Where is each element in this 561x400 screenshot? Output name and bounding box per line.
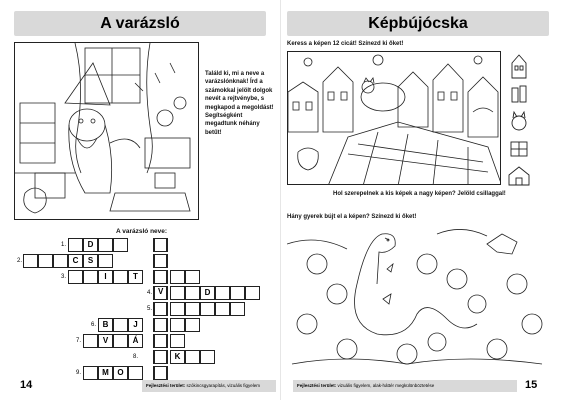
crossword-cell[interactable]	[185, 270, 200, 284]
crossword-cell[interactable]	[68, 238, 83, 252]
cat-instruction: Keress a képen 12 cicát! Színezd ki őket!	[287, 41, 404, 47]
crossword-cell[interactable]	[98, 254, 113, 268]
crossword-letter-v: V	[158, 287, 164, 296]
small-pictures-column	[506, 53, 548, 192]
crossword-cell[interactable]	[113, 334, 128, 348]
row-number: 6.	[90, 322, 96, 328]
left-page-title: A varázsló	[14, 11, 266, 36]
left-page	[0, 0, 280, 400]
solution-cell[interactable]	[153, 350, 168, 364]
crossword-cell[interactable]	[83, 270, 98, 284]
crossword-cell[interactable]	[200, 350, 215, 364]
crossword-cell[interactable]	[185, 302, 200, 316]
crossword-cell[interactable]: D	[200, 286, 215, 300]
crossword-cell[interactable]: C	[68, 254, 83, 268]
footer-text: vizuális figyelem, alak-háttér megkülönböztetése	[337, 383, 435, 388]
crossword-cell[interactable]: Á	[128, 334, 143, 348]
crossword-cell[interactable]: S	[83, 254, 98, 268]
chimney-icon	[506, 84, 532, 104]
crossword-cell[interactable]	[68, 270, 83, 284]
footer-bar	[293, 380, 517, 392]
crossword-cell[interactable]: T	[128, 270, 143, 284]
crossword-cell[interactable]: V	[98, 334, 113, 348]
crossword-cell[interactable]	[170, 334, 185, 348]
solution-cell[interactable]	[153, 238, 168, 252]
crossword-cell[interactable]	[128, 366, 143, 380]
solution-cell[interactable]	[153, 270, 168, 284]
row-number: 4.	[146, 290, 152, 296]
row-number: 7.	[75, 338, 81, 344]
crossword-cell[interactable]	[170, 318, 185, 332]
right-page-title: Képbújócska	[287, 11, 549, 36]
wizard-drawing	[15, 43, 199, 220]
crossword-cell[interactable]	[230, 286, 245, 300]
row-number: 9.	[75, 370, 81, 376]
row-number: 1.	[60, 242, 66, 248]
children-instruction: Hány gyerek bújt el a képen? Színezd ki őket!	[287, 214, 417, 220]
crossword-cell[interactable]	[185, 318, 200, 332]
town-illustration	[287, 51, 501, 185]
crossword-cell[interactable]	[200, 302, 215, 316]
crossword-cell[interactable]	[113, 238, 128, 252]
footer-text: szókincsgyarapítás, vizuális figyelem	[186, 383, 261, 388]
crossword-cell[interactable]	[23, 254, 38, 268]
small-pictures-instruction: Hol szerepelnek a kis képek a nagy képen? Jelöld csillaggal!	[333, 191, 506, 197]
footer-label: Fejlesztési terület:	[146, 383, 187, 388]
page-number: 14	[20, 379, 33, 391]
solution-cell[interactable]	[153, 318, 168, 332]
window-icon	[506, 138, 532, 160]
crossword-cell[interactable]: I	[98, 270, 113, 284]
solution-cell[interactable]	[153, 366, 168, 380]
row-number: 3.	[60, 274, 66, 280]
crossword-cell[interactable]	[230, 302, 245, 316]
crossword-cell[interactable]: O	[113, 366, 128, 380]
crossword-cell[interactable]: D	[83, 238, 98, 252]
crossword-cell[interactable]	[83, 334, 98, 348]
solution-cell[interactable]	[153, 254, 168, 268]
page-number: 15	[525, 379, 538, 391]
crossword-cell[interactable]	[170, 302, 185, 316]
crossword-cell[interactable]	[215, 286, 230, 300]
crossword-cell[interactable]	[170, 286, 185, 300]
crossword-cell[interactable]: J	[128, 318, 143, 332]
crossword-label: A varázsló neve:	[116, 228, 168, 235]
dinosaur-drawing	[287, 224, 549, 370]
wizard-instruction: Találd ki, mi a neve a varázslónknak! Írd a számokkal jelölt dolgok nevét a rejtvénybe, s megkapod a megoldást! Segítségként megadtunk néhány betűt!	[205, 71, 274, 136]
footer-bar	[142, 380, 276, 392]
tower-house-icon	[506, 53, 532, 79]
crossword-cell[interactable]	[215, 302, 230, 316]
crossword-cell[interactable]	[38, 254, 53, 268]
cat-icon	[506, 109, 532, 133]
crossword-cell[interactable]: K	[170, 350, 185, 364]
house-icon	[506, 165, 532, 187]
crossword-cell[interactable]	[83, 366, 98, 380]
row-number: 5.	[146, 306, 152, 312]
dinosaur-illustration	[287, 224, 549, 370]
solution-cell[interactable]	[153, 334, 168, 348]
crossword-cell[interactable]: M	[98, 366, 113, 380]
crossword-cell[interactable]: B	[98, 318, 113, 332]
crossword-cell[interactable]	[113, 318, 128, 332]
right-page	[281, 0, 561, 400]
footer-label: Fejlesztési terület:	[297, 383, 338, 388]
crossword-cell[interactable]	[170, 270, 185, 284]
crossword-cell[interactable]	[53, 254, 68, 268]
crossword-cell[interactable]	[113, 270, 128, 284]
crossword-cell[interactable]	[185, 350, 200, 364]
solution-cell[interactable]	[153, 302, 168, 316]
crossword-cell[interactable]	[245, 286, 260, 300]
crossword-cell[interactable]	[185, 286, 200, 300]
wizard-illustration	[14, 42, 199, 220]
crossword-cell[interactable]	[98, 238, 113, 252]
row-number: 8.	[132, 354, 138, 360]
row-number: 2.	[16, 258, 22, 264]
town-drawing	[288, 52, 501, 185]
